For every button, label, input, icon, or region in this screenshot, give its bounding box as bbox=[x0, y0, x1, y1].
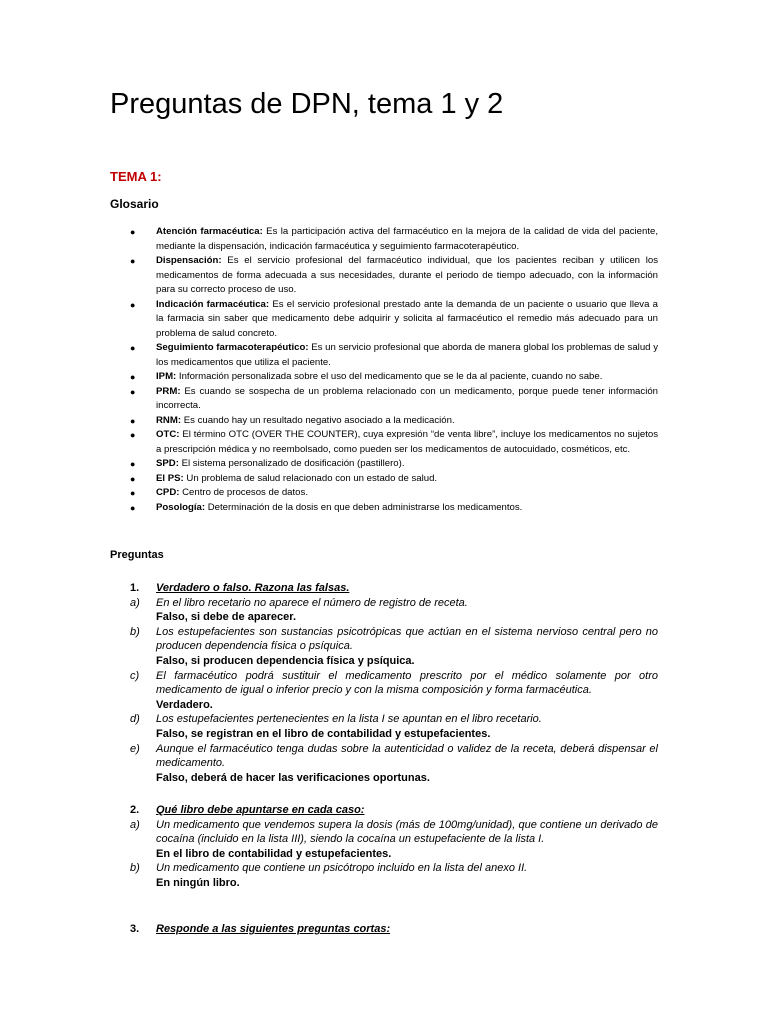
question-item: a) Un medicamento que vendemos supera la dosis (más de 100mg/unidad), que contiene un derivado de cocaína (incluido en la lista III), siendo la cocaína un estupefaciente de la lista I. En el libro de contabilidad y estupefacientes. bbox=[130, 818, 658, 860]
answer: Falso, si debe de aparecer. bbox=[156, 611, 297, 624]
bullet-icon: ● bbox=[130, 227, 136, 237]
bullet-icon: ● bbox=[130, 343, 136, 353]
bullet-icon: ● bbox=[130, 459, 136, 469]
answer: Verdadero. bbox=[156, 698, 213, 711]
bullet-icon: ● bbox=[130, 372, 136, 382]
question-title: 2. Qué libro debe apuntarse en cada caso: bbox=[130, 804, 365, 816]
question-title: 3. Responde a las siguientes preguntas cortas: bbox=[130, 923, 391, 935]
question-item: a) En el libro recetario no aparece el número de registro de receta. Falso, si debe de aparecer. bbox=[130, 596, 658, 625]
bullet-icon: ● bbox=[130, 415, 136, 426]
bullet-icon: ● bbox=[130, 488, 136, 498]
answer: En ningún libro. bbox=[156, 876, 240, 889]
question-1 bbox=[130, 581, 658, 785]
glossary-item: ● Atención farmacéutica: Es la participación activa del farmacéutico en la mejora de la calidad de vida del paciente, mediante la dispensación, indicación farmacéutica y seguimiento farmacoterapéutico. bbox=[130, 226, 658, 252]
bullet-icon: ● bbox=[130, 299, 136, 310]
glossary-heading: Glosario bbox=[110, 197, 159, 211]
question-3 bbox=[130, 922, 658, 937]
question-item: e) Aunque el farmacéutico tenga dudas sobre la autenticidad o validez de la receta, deberá dispensar el medicamento. Falso, deberá de hacer las verificaciones oportunas. bbox=[130, 742, 658, 784]
answer: Falso, se registran en el libro de contabilidad y estupefacientes. bbox=[156, 727, 491, 740]
glossary-item: ● PRM: Es cuando se sospecha de un problema relacionado con un medicamento, porque puede tener información incorrecta. bbox=[130, 385, 658, 411]
glossary-item: ● SPD: El sistema personalizado de dosificación (pastillero). bbox=[130, 457, 658, 472]
answer: Falso, si producen dependencia física y psíquica. bbox=[156, 654, 415, 667]
answer: Falso, deberá de hacer las verificaciones oportunas. bbox=[156, 771, 430, 784]
question-item: b) Los estupefacientes son sustancias psicotrópicas que actúan en el sistema nervioso central pero no producen dependencia física o psíquica. Falso, si producen dependencia física y psíquica. bbox=[130, 625, 658, 667]
glossary-item: ● Indicación farmacéutica: Es el servicio profesional prestado ante la demanda de un paciente o usuario que lleva a la farmacia sin saber que medicamento debe adquirir y solicita al farmacéutico el remedio más adecuado para un problema de salud concreto. bbox=[130, 298, 659, 339]
glossary-list bbox=[130, 225, 658, 515]
bullet-icon: ● bbox=[130, 473, 136, 484]
glossary-item: ● Posología: Determinación de la dosis en que deben administrarse los medicamentos. bbox=[130, 501, 658, 516]
bullet-icon: ● bbox=[130, 386, 136, 397]
question-item: b) Un medicamento que contiene un psicótropo incluido en la lista del anexo II. En ningún libro. bbox=[130, 861, 658, 890]
questions-heading: Preguntas bbox=[110, 549, 164, 561]
question-title: 1. Verdadero o falso. Razona las falsas. bbox=[130, 582, 350, 594]
answer: En el libro de contabilidad y estupefacientes. bbox=[156, 847, 392, 860]
glossary-item: ● CPD: Centro de procesos de datos. bbox=[130, 486, 658, 501]
bullet-icon: ● bbox=[130, 502, 136, 513]
question-item: d) Los estupefacientes pertenecientes en la lista I se apuntan en el libro recetario. Falso, se registran en el libro de contabilidad y estupefacientes. bbox=[130, 712, 658, 741]
glossary-item: ● Dispensación: Es el servicio profesional del farmacéutico individual, que los pacientes reciban y utilicen los medicamentos de forma adecuada a sus necesidades, durante el periodo de tiempo adecuado, con la información para su correcto proceso de uso. bbox=[130, 255, 658, 295]
section-heading-tema-1: TEMA 1: bbox=[110, 169, 162, 184]
glossary-item: ● Seguimiento farmacoterapéutico: Es un servicio profesional que aborda de manera global los problemas de salud y los medicamentos que utiliza el paciente. bbox=[130, 342, 658, 368]
question-2 bbox=[130, 803, 658, 891]
question-item: c) El farmacéutico podrá sustituir el medicamento prescrito por el médico solamente por otro medicamento de igual o inferior precio y con la misma composición y forma farmacéutica. Verdadero. bbox=[130, 669, 658, 711]
page-title: Preguntas de DPN, tema 1 y 2 bbox=[110, 88, 504, 120]
bullet-icon: ● bbox=[130, 430, 136, 440]
glossary-item: ● IPM: Información personalizada sobre el uso del medicamento que se le da al paciente, cuando no sabe. bbox=[130, 370, 658, 385]
glossary-item: ● El PS: Un problema de salud relacionado con un estado de salud. bbox=[130, 472, 658, 487]
glossary-item: ● OTC: El término OTC (OVER THE COUNTER), cuya expresión “de venta libre”, incluye los medicamentos no sujetos a prescripción médica y no reembolsado, como pueden ser los medicamentos de autocuidado, cosméticos, etc. bbox=[130, 429, 658, 455]
glossary-item: ● RNM: Es cuando hay un resultado negativo asociado a la medicación. bbox=[130, 414, 658, 429]
bullet-icon: ● bbox=[130, 256, 136, 266]
